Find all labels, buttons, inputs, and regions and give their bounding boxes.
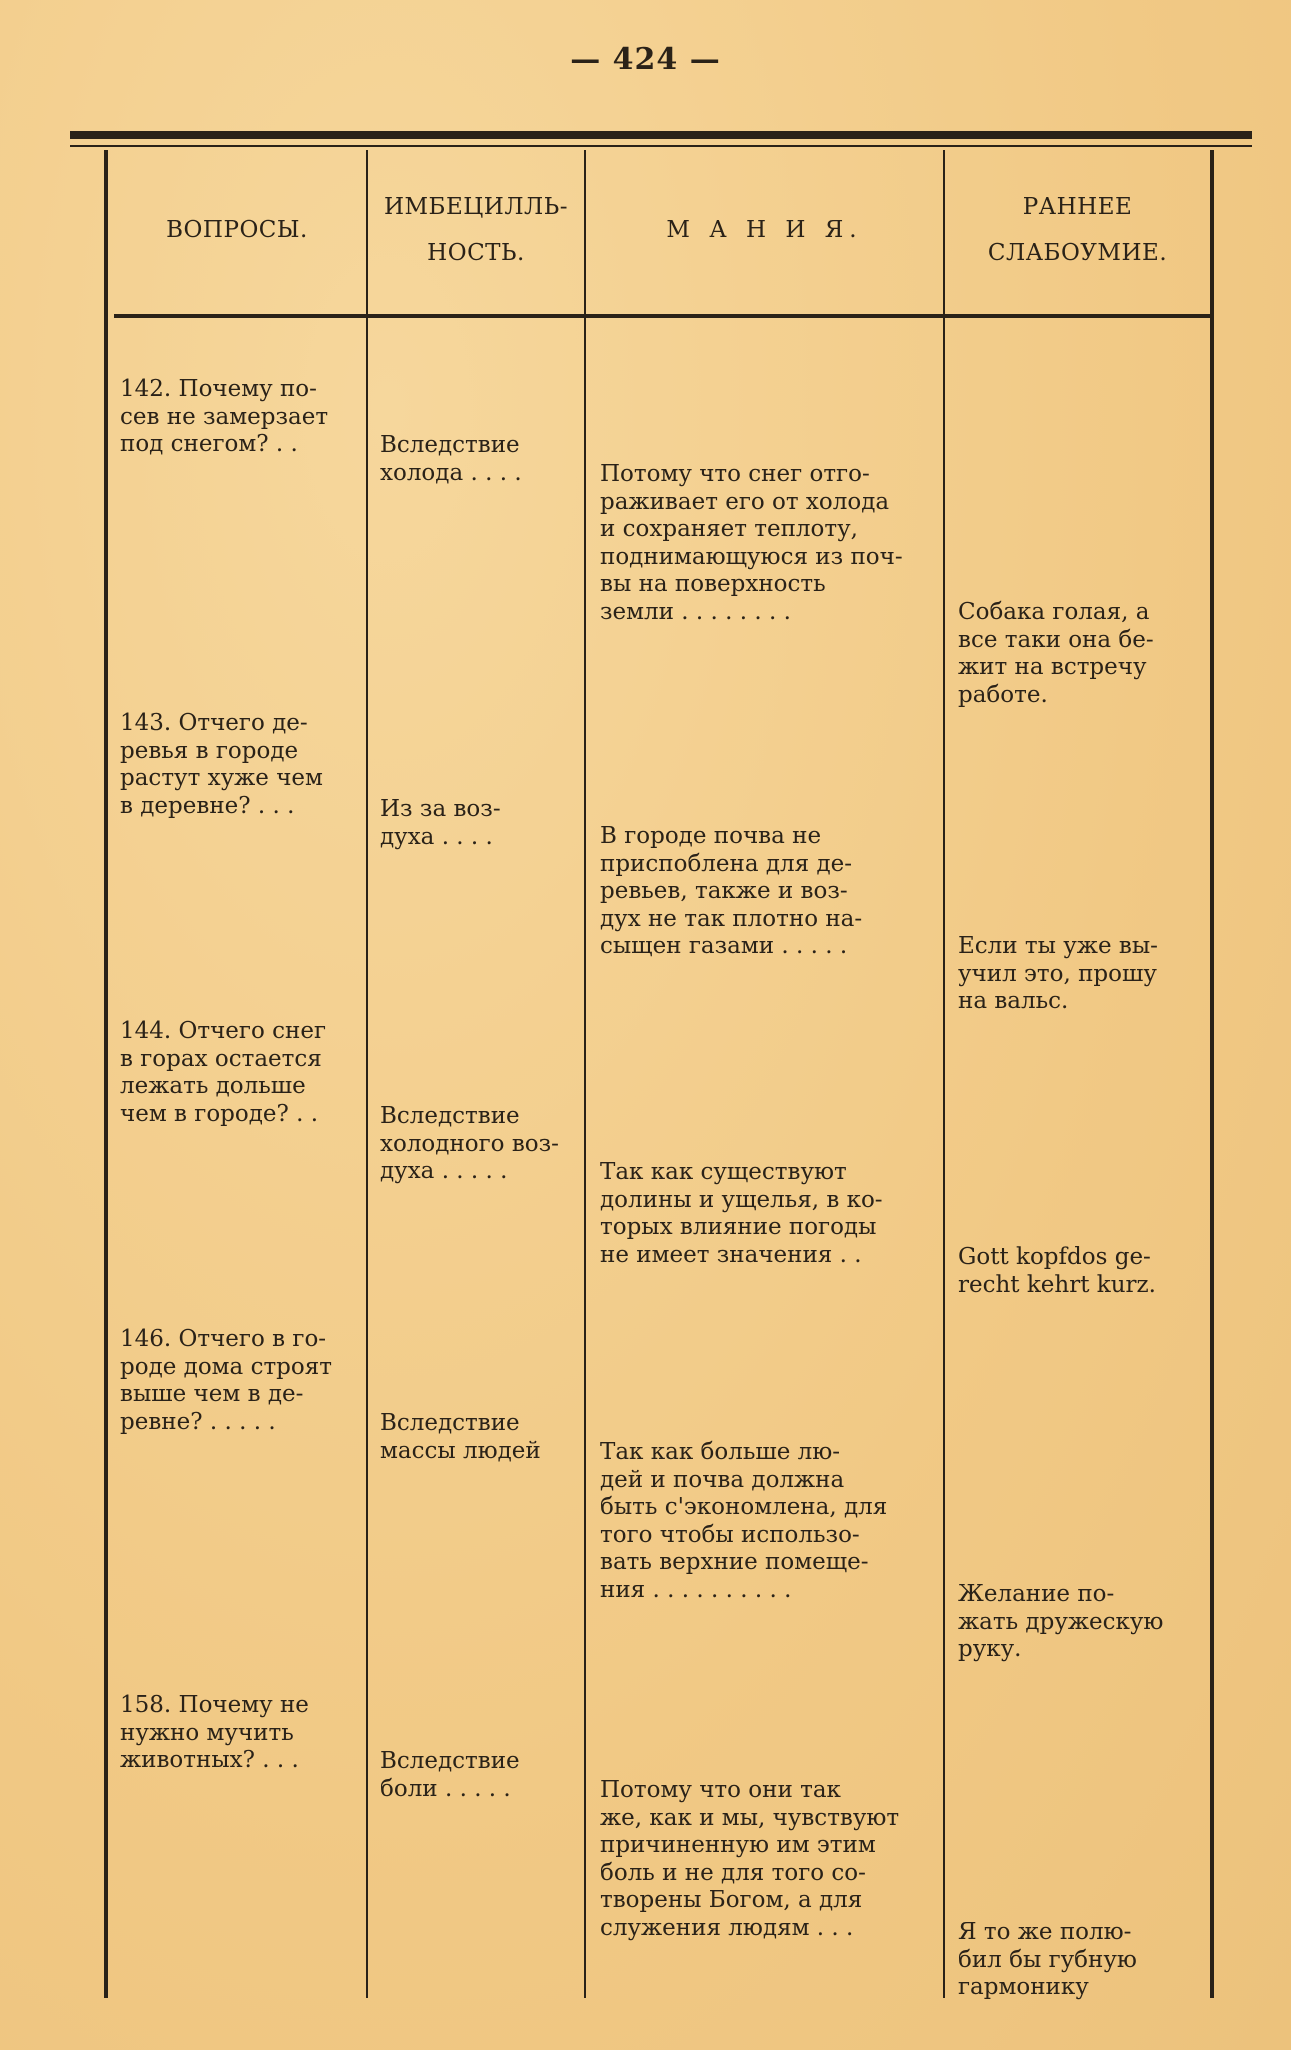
column-divider-2: [584, 150, 586, 1998]
column-divider-1: [366, 150, 368, 1998]
top-rule-thin: [70, 145, 1252, 147]
header-dementia-label: РАННЕЕ СЛАБОУМИЕ.: [987, 194, 1168, 266]
question-cell: 143. Отчего де- ревья в городе растут хуже чем в деревне? . . .: [120, 710, 323, 819]
mania-cell: Так как больше лю- дей и почва должна быть с'экономлена, для того чтобы использо- вать верхние помеще- ния . . . . . . . . . .: [600, 1439, 888, 1603]
imbecility-cell: Вследствие массы людей: [380, 1410, 541, 1464]
header-imbecility: [368, 150, 584, 310]
header-questions: [108, 150, 366, 310]
dementia-cell: Я то же полю- бил бы губную гармонику: [958, 1919, 1137, 2000]
header-questions-label: ВОПРОСЫ.: [166, 217, 308, 243]
mania-cell: Потому что снег отго- раживает его от холода и сохраняет теплоту, поднимающуюся из поч- вы на поверхность земли . . . . . . . .: [600, 461, 903, 625]
header-mania-label: М А Н И Я.: [666, 217, 863, 243]
header-dementia: [945, 150, 1210, 310]
imbecility-cell: Вследствие холода . . . .: [380, 432, 522, 486]
table-left-border: [104, 150, 108, 1998]
question-cell: 158. Почему не нужно мучить животных? . . .: [120, 1692, 309, 1773]
dementia-cell: Собака голая, а все таки она бе- жит на встречу работе.: [958, 599, 1154, 708]
column-divider-3: [943, 150, 945, 1998]
dementia-cell: Gott kopfdos ge- recht kehrt kurz.: [958, 1244, 1156, 1298]
table-right-border: [1210, 150, 1214, 1998]
imbecility-cell: Вследствие боли . . . . .: [380, 1748, 520, 1802]
question-cell: 144. Отчего снег в горах остается лежать дольше чем в городе? . .: [120, 1018, 327, 1127]
page-number: — 424 —: [570, 42, 721, 77]
mania-cell: В городе почва не приспоблена для де- ревьев, также и воз- дух не так плотно на- сыщен газами . . . . .: [600, 823, 863, 959]
imbecility-cell: Вследствие холодного воз- духа . . . . .: [380, 1103, 559, 1184]
imbecility-cell: Из за воз- духа . . . .: [380, 796, 501, 850]
header-imbecility-label: ИМБЕЦИЛЛЬ- НОСТЬ.: [383, 194, 569, 266]
header-mania: [586, 150, 943, 310]
mania-cell: Так как существуют долины и ущелья, в ко- торых влияние погоды не имеет значения . .: [600, 1159, 883, 1268]
top-rule-thick: [70, 131, 1252, 139]
question-cell: 146. Отчего в го- роде дома строят выше чем в де- ревне? . . . . .: [120, 1326, 332, 1435]
mania-cell: Потому что они так же, как и мы, чувствуют причиненную им этим боль и не для того со- творены Богом, а для служения людям . . .: [600, 1777, 900, 1941]
header-rule: [114, 314, 1212, 318]
dementia-cell: Желание по- жать дружескую руку.: [958, 1581, 1164, 1662]
question-cell: 142. Почему по- сев не замерзает под снегом? . .: [120, 376, 329, 457]
dementia-cell: Если ты уже вы- учил это, прошу на вальс.: [958, 933, 1158, 1014]
